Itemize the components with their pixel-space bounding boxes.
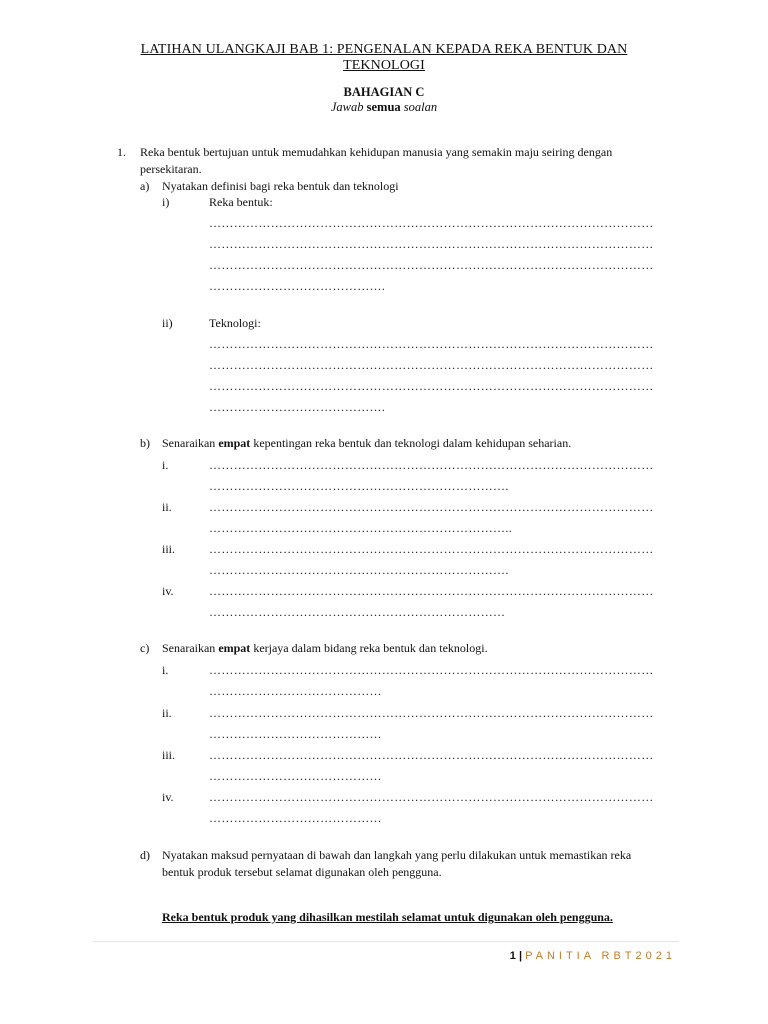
- part-c-text: [162, 641, 488, 656]
- part-a-ii-text: Teknologi:: [209, 316, 261, 330]
- footer-brand: PANITIA RBT2021: [525, 950, 676, 962]
- instruction-bold: semua: [366, 100, 401, 114]
- answer-line[interactable]: ……………………………………: [209, 769, 382, 783]
- part-b-text: [162, 436, 571, 451]
- part-b-post: kepentingan reka bentuk dan teknologi dalam kehidupan seharian.: [250, 436, 572, 450]
- section-heading: BAHAGIAN C: [343, 85, 425, 99]
- answer-line[interactable]: ………………………………………………………………: [209, 605, 506, 619]
- part-d-line-2: bentuk produk tersebut selamat digunakan oleh pengguna.: [162, 865, 442, 879]
- answer-line[interactable]: ………………………………………………………………………………………………: [209, 358, 654, 372]
- part-b-letter: b): [140, 436, 150, 450]
- part-c-bold: empat: [218, 641, 251, 655]
- part-b-item-label: iv.: [162, 584, 174, 598]
- instruction: [0, 100, 768, 115]
- instruction-pre: Jawab: [330, 100, 367, 114]
- answer-line[interactable]: ………………………………………………………………………………………………: [209, 379, 654, 393]
- part-d-letter: d): [140, 848, 150, 862]
- instruction-post: soalan: [400, 100, 438, 114]
- answer-line[interactable]: ………………………………………………………………………………………………: [209, 500, 654, 514]
- question-stem-line-2: persekitaran.: [140, 162, 202, 176]
- answer-line[interactable]: ………………………………………………………………………………………………: [209, 216, 654, 230]
- answer-line[interactable]: ……………………………………………………………….: [209, 479, 509, 493]
- question-stem-line-1: Reka bentuk bertujuan untuk memudahkan kehidupan manusia yang semakin maju seiring dengan: [140, 145, 613, 159]
- part-b-item-label: i.: [162, 458, 169, 472]
- answer-line[interactable]: ………………………………………………………………………………………………: [209, 584, 654, 598]
- page-footer: [510, 950, 676, 962]
- answer-line[interactable]: ………………………………………………………………………………………………: [209, 706, 654, 720]
- part-c-item-label: i.: [162, 663, 169, 677]
- answer-line[interactable]: ………………………………………………………………………………………………: [209, 790, 654, 804]
- part-c-item-label: iii.: [162, 748, 176, 762]
- part-a-i-label: i): [162, 195, 170, 209]
- answer-line[interactable]: …………………………………….: [209, 400, 386, 414]
- answer-line[interactable]: …………………………………….: [209, 279, 386, 293]
- answer-line[interactable]: ………………………………………………………………………………………………: [209, 663, 654, 677]
- part-c-item-label: ii.: [162, 706, 172, 720]
- statement: Reka bentuk produk yang dihasilkan mestilah selamat untuk digunakan oleh pengguna.: [162, 910, 613, 924]
- part-b-item-label: ii.: [162, 500, 172, 514]
- part-a-i-text: Reka bentuk:: [209, 195, 273, 209]
- part-c-post: kerjaya dalam bidang reka bentuk dan teknologi.: [250, 641, 488, 655]
- part-b-bold: empat: [218, 436, 251, 450]
- answer-line[interactable]: ………………………………………………………………..: [209, 521, 513, 535]
- answer-line[interactable]: ………………………………………………………………………………………………: [209, 237, 654, 251]
- part-b-item-label: iii.: [162, 542, 176, 556]
- answer-line[interactable]: ………………………………………………………………………………………………: [209, 258, 654, 272]
- part-c-pre: Senaraikan: [162, 641, 219, 655]
- footer-divider: [93, 941, 679, 942]
- part-b-pre: Senaraikan: [162, 436, 219, 450]
- part-d-line-1: Nyatakan maksud pernyataan di bawah dan langkah yang perlu dilakukan untuk memastikan reka: [162, 848, 632, 862]
- answer-line[interactable]: ……………………………………: [209, 727, 382, 741]
- part-a-letter: a): [140, 179, 150, 193]
- answer-line[interactable]: ………………………………………………………………………………………………: [209, 542, 654, 556]
- answer-line[interactable]: ………………………………………………………………………………………………: [209, 748, 654, 762]
- answer-line[interactable]: ……………………………………………………………….: [209, 563, 509, 577]
- question-number: 1.: [117, 145, 126, 159]
- part-c-item-label: iv.: [162, 790, 174, 804]
- answer-line[interactable]: ………………………………………………………………………………………………: [209, 458, 654, 472]
- footer-separator: |: [515, 950, 526, 962]
- page-title-line-2: TEKNOLOGI: [343, 58, 425, 73]
- page-title-line-1: LATIHAN ULANGKAJI BAB 1: PENGENALAN KEPADA REKA BENTUK DAN: [140, 42, 628, 57]
- part-c-letter: c): [140, 641, 150, 655]
- part-a-ii-label: ii): [162, 316, 173, 330]
- answer-line[interactable]: ……………………………………: [209, 811, 382, 825]
- answer-line[interactable]: ……………………………………: [209, 684, 382, 698]
- part-a-text: Nyatakan definisi bagi reka bentuk dan teknologi: [162, 179, 399, 193]
- page-number: 1: [509, 950, 516, 962]
- answer-line[interactable]: ………………………………………………………………………………………………: [209, 337, 654, 351]
